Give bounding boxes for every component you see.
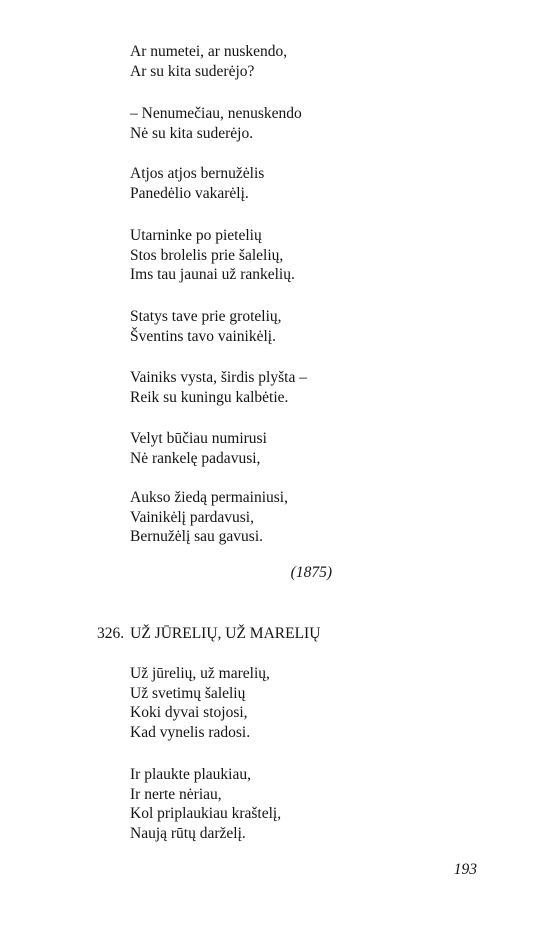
poem-date: (1875) [290,564,332,581]
verse-line: Kad vynelis radosi. [130,723,251,741]
verse-line: Ir plaukte plaukiau, [130,766,251,783]
verse-line: Kol priplaukiau kraštelį, [130,805,282,822]
song-stanza-2 [130,765,281,843]
verse-line: Šventins tavo vainikėlį. [130,327,276,345]
stanza-2 [130,104,302,143]
verse-line: Už jūrelių, už marelių, [130,665,270,682]
verse-line: Vainikėlį pardavusi, [130,508,254,526]
stanza-5 [130,307,282,346]
verse-line: Reik su kuningu kalbėtie. [130,388,289,406]
verse-line: Vainiks vysta, širdis plyšta – [130,369,307,386]
verse-line: Koki dyvai stojosi, [130,704,248,721]
stanza-8 [130,488,288,547]
verse-line: Nė su kita suderėjo. [130,124,254,142]
verse-line: Stos brolelis prie šalelių, [130,246,284,264]
song-title: UŽ JŪRELIŲ, UŽ MARELIŲ [130,625,321,642]
stanza-6 [130,368,307,407]
verse-line: Už svetimų šalelių [130,684,246,702]
verse-line: Panedėlio vakarėlį. [130,184,249,202]
verse-line: Naują rūtų darželį. [130,824,246,842]
song-number: 326. [97,625,125,642]
verse-line: Atjos atjos bernužėlis [130,165,265,182]
verse-line: Ar numetei, ar nuskendo, [130,43,288,60]
verse-line: Ims tau jaunai už rankelių. [130,266,295,283]
song-stanza-1 [130,664,270,742]
verse-line: Ar su kita suderėjo? [130,62,255,80]
verse-line: Aukso žiedą permainiusi, [130,489,288,506]
song-heading [97,624,320,643]
verse-line: Bernužėlį sau gavusi. [130,528,264,545]
stanza-4 [130,226,295,285]
stanza-7 [130,429,267,468]
verse-line: Ir nerte nėriau, [130,785,222,803]
page-number: 193 [453,861,477,878]
verse-line: – Nenumečiau, nenuskendo [130,105,302,122]
verse-line: Utarninke po pietelių [130,227,262,244]
stanza-1 [130,42,287,81]
verse-line: Velyt būčiau numirusi [130,430,267,447]
verse-line: Statys tave prie grotelių, [130,308,282,325]
stanza-3 [130,164,264,203]
verse-line: Nė rankelę padavusi, [130,449,261,467]
